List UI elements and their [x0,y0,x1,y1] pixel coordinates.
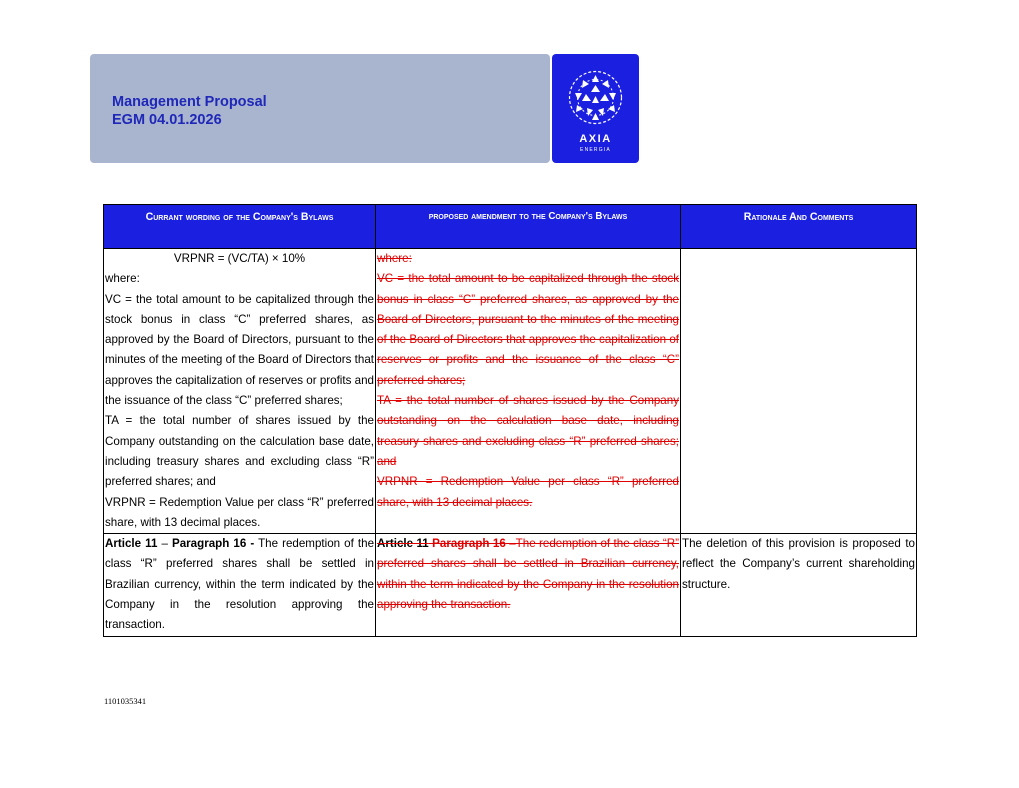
bylaws-comparison-table [103,204,917,637]
logo-wordmark: AXIA [579,133,612,145]
ta-definition: TA = the total number of shares issued by the Company outstanding on the calculation base date, including treasury shares and excluding class “R” preferred shares; and [105,414,374,489]
proposed-amendment-cell [376,534,681,636]
deleted-vc-definition: VC = the total amount to be capitalized through the stock bonus in class “C” preferred shares, as approved by the Board of Directors, pursuant to the minutes of the meeting of the Board of Directors that approves the capitalization of reserves or profits and the issuance of the class “C” preferred shares; [377,272,679,387]
where-label: where: [105,272,140,286]
redemption-formula: VRPNR = (VC/TA) × 10% [173,252,306,265]
proposed-amendment-cell [376,249,681,534]
document-title [112,93,267,129]
header-current-wording: Currant wording of the Company's Bylaws [104,205,376,249]
current-wording-cell [104,534,376,636]
deleted-where-label: where: [377,252,412,265]
header-rationale: Rationale And Comments [681,205,917,249]
deleted-vrpnr-definition: VRPNR = Redemption Value per class “R” preferred share, with 13 decimal places. [377,475,679,509]
deleted-paragraph-text: –The redemption of the class “R” preferred shares shall be settled in Brazilian currency, within the term indicated by the Company in the resolution approving the transaction. [377,537,679,612]
article-number: Article 11 [105,537,158,551]
vc-definition: VC = the total amount to be capitalized through the stock bonus in class “C” preferred shares, as approved by the Board of Directors, pursuant to the minutes of the meeting of the Board of Directors that approves the capitalization of reserves or profits and the issuance of the class “C” preferred shares; [105,292,374,408]
title-line-1: Management Proposal [112,94,267,110]
company-logo [552,54,639,163]
article-number: Article 11 [377,537,429,551]
paragraph-number: Paragraph 16 - [171,537,255,551]
globe-icon [567,69,624,126]
deleted-paragraph-number: Paragraph 16 [428,537,506,551]
document-code: 1101035341 [104,696,147,706]
rationale-cell: The deletion of this provision is proposed to reflect the Company’s current shareholding structure. [681,534,917,636]
table-row [104,249,917,534]
current-wording-cell [104,249,376,534]
title-line-2: EGM 04.01.2026 [112,112,222,128]
article-dash: – [157,537,172,551]
deleted-ta-definition: TA = the total number of shares issued by the Company outstanding on the calculation base date, including treasury shares and excluding class “R” preferred shares; and [377,394,679,468]
table-row [104,534,917,636]
paragraph-text: The redemption of the class “R” preferred shares shall be settled in Brazilian currency, within the term indicated by the Company in the resolution approving the transaction. [105,537,375,632]
logo-subtitle: ENERGIA [580,147,611,153]
rationale-cell [681,249,917,534]
vrpnr-definition: VRPNR = Redemption Value per class “R” preferred share, with 13 decimal places. [105,495,374,529]
table-header-row [104,205,917,249]
header-proposed-amendment: proposed amendment to the Company's Bylaws [376,205,681,249]
